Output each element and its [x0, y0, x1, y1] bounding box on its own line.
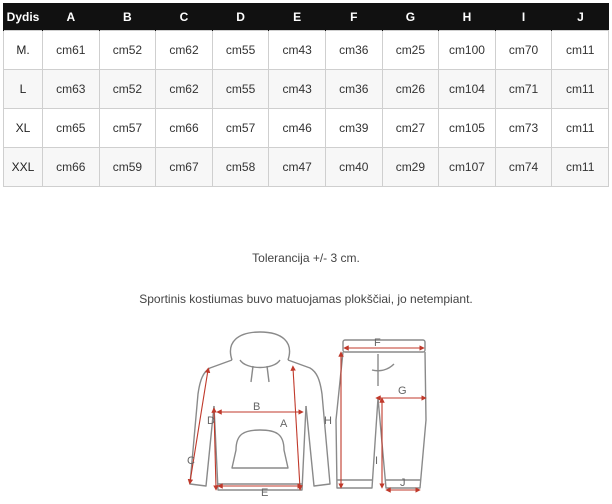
- measurement-diagram: [0, 320, 612, 504]
- table-cell: cm39: [325, 109, 382, 148]
- table-cell: cm11: [552, 109, 609, 148]
- header-cell: Dydis: [4, 3, 43, 31]
- table-cell: cm27: [382, 109, 439, 148]
- header-cell: H: [439, 3, 496, 31]
- table-cell: M.: [4, 31, 43, 70]
- header-cell: B: [99, 3, 156, 31]
- table-cell: cm66: [43, 148, 100, 187]
- table-cell: L: [4, 70, 43, 109]
- table-cell: cm46: [269, 109, 326, 148]
- table-cell: cm57: [212, 109, 269, 148]
- header-cell: C: [156, 3, 213, 31]
- label-g: G: [398, 385, 407, 397]
- label-i: I: [375, 455, 379, 467]
- table-cell: cm63: [43, 70, 100, 109]
- table-cell: cm70: [495, 31, 552, 70]
- table-cell: cm11: [552, 148, 609, 187]
- table-cell: cm100: [439, 31, 496, 70]
- header-cell: E: [269, 3, 326, 31]
- table-cell: cm107: [439, 148, 496, 187]
- label-d: D: [207, 415, 215, 427]
- table-cell: cm104: [439, 70, 496, 109]
- table-cell: cm62: [156, 70, 213, 109]
- table-cell: cm55: [212, 31, 269, 70]
- table-cell: cm105: [439, 109, 496, 148]
- table-cell: XXL: [4, 148, 43, 187]
- table-cell: cm59: [99, 148, 156, 187]
- table-cell: XL: [4, 109, 43, 148]
- table-cell: cm73: [495, 109, 552, 148]
- table-cell: cm25: [382, 31, 439, 70]
- label-b: B: [253, 401, 261, 413]
- table-cell: cm11: [552, 31, 609, 70]
- table-cell: cm36: [325, 31, 382, 70]
- table-cell: cm52: [99, 31, 156, 70]
- table-header-row: [4, 3, 609, 31]
- table-cell: cm36: [325, 70, 382, 109]
- table-row: [4, 109, 609, 148]
- table-cell: cm47: [269, 148, 326, 187]
- table-cell: cm29: [382, 148, 439, 187]
- header-cell: G: [382, 3, 439, 31]
- pants-outline-icon: [336, 340, 426, 488]
- header-cell: I: [495, 3, 552, 31]
- size-table: [3, 3, 609, 187]
- label-h: H: [324, 415, 332, 427]
- table-row: [4, 148, 609, 187]
- pants-measure-lines: [341, 348, 424, 490]
- measurement-diagram-svg: [0, 320, 612, 504]
- table-cell: cm67: [156, 148, 213, 187]
- table-cell: cm74: [495, 148, 552, 187]
- table-cell: cm43: [269, 31, 326, 70]
- tolerance-note: Tolerancija +/- 3 cm.: [252, 251, 360, 265]
- label-j: J: [400, 477, 406, 489]
- table-cell: cm43: [269, 70, 326, 109]
- table-cell: cm55: [212, 70, 269, 109]
- table-cell: cm57: [99, 109, 156, 148]
- table-cell: cm40: [325, 148, 382, 187]
- measurement-note: Sportinis kostiumas buvo matuojamas plokščiai, jo netempiant.: [139, 292, 473, 306]
- table-cell: cm62: [156, 31, 213, 70]
- table-cell: cm58: [212, 148, 269, 187]
- label-c: C: [187, 455, 195, 467]
- header-cell: D: [212, 3, 269, 31]
- label-e: E: [261, 487, 269, 499]
- header-cell: F: [325, 3, 382, 31]
- table-cell: cm61: [43, 31, 100, 70]
- table-cell: cm66: [156, 109, 213, 148]
- header-cell: J: [552, 3, 609, 31]
- label-f: F: [374, 337, 381, 349]
- table-cell: cm26: [382, 70, 439, 109]
- header-cell: A: [43, 3, 100, 31]
- table-row: [4, 31, 609, 70]
- table-row: [4, 70, 609, 109]
- table-cell: cm11: [552, 70, 609, 109]
- table-cell: cm52: [99, 70, 156, 109]
- label-a: A: [280, 418, 288, 430]
- table-cell: cm65: [43, 109, 100, 148]
- table-cell: cm71: [495, 70, 552, 109]
